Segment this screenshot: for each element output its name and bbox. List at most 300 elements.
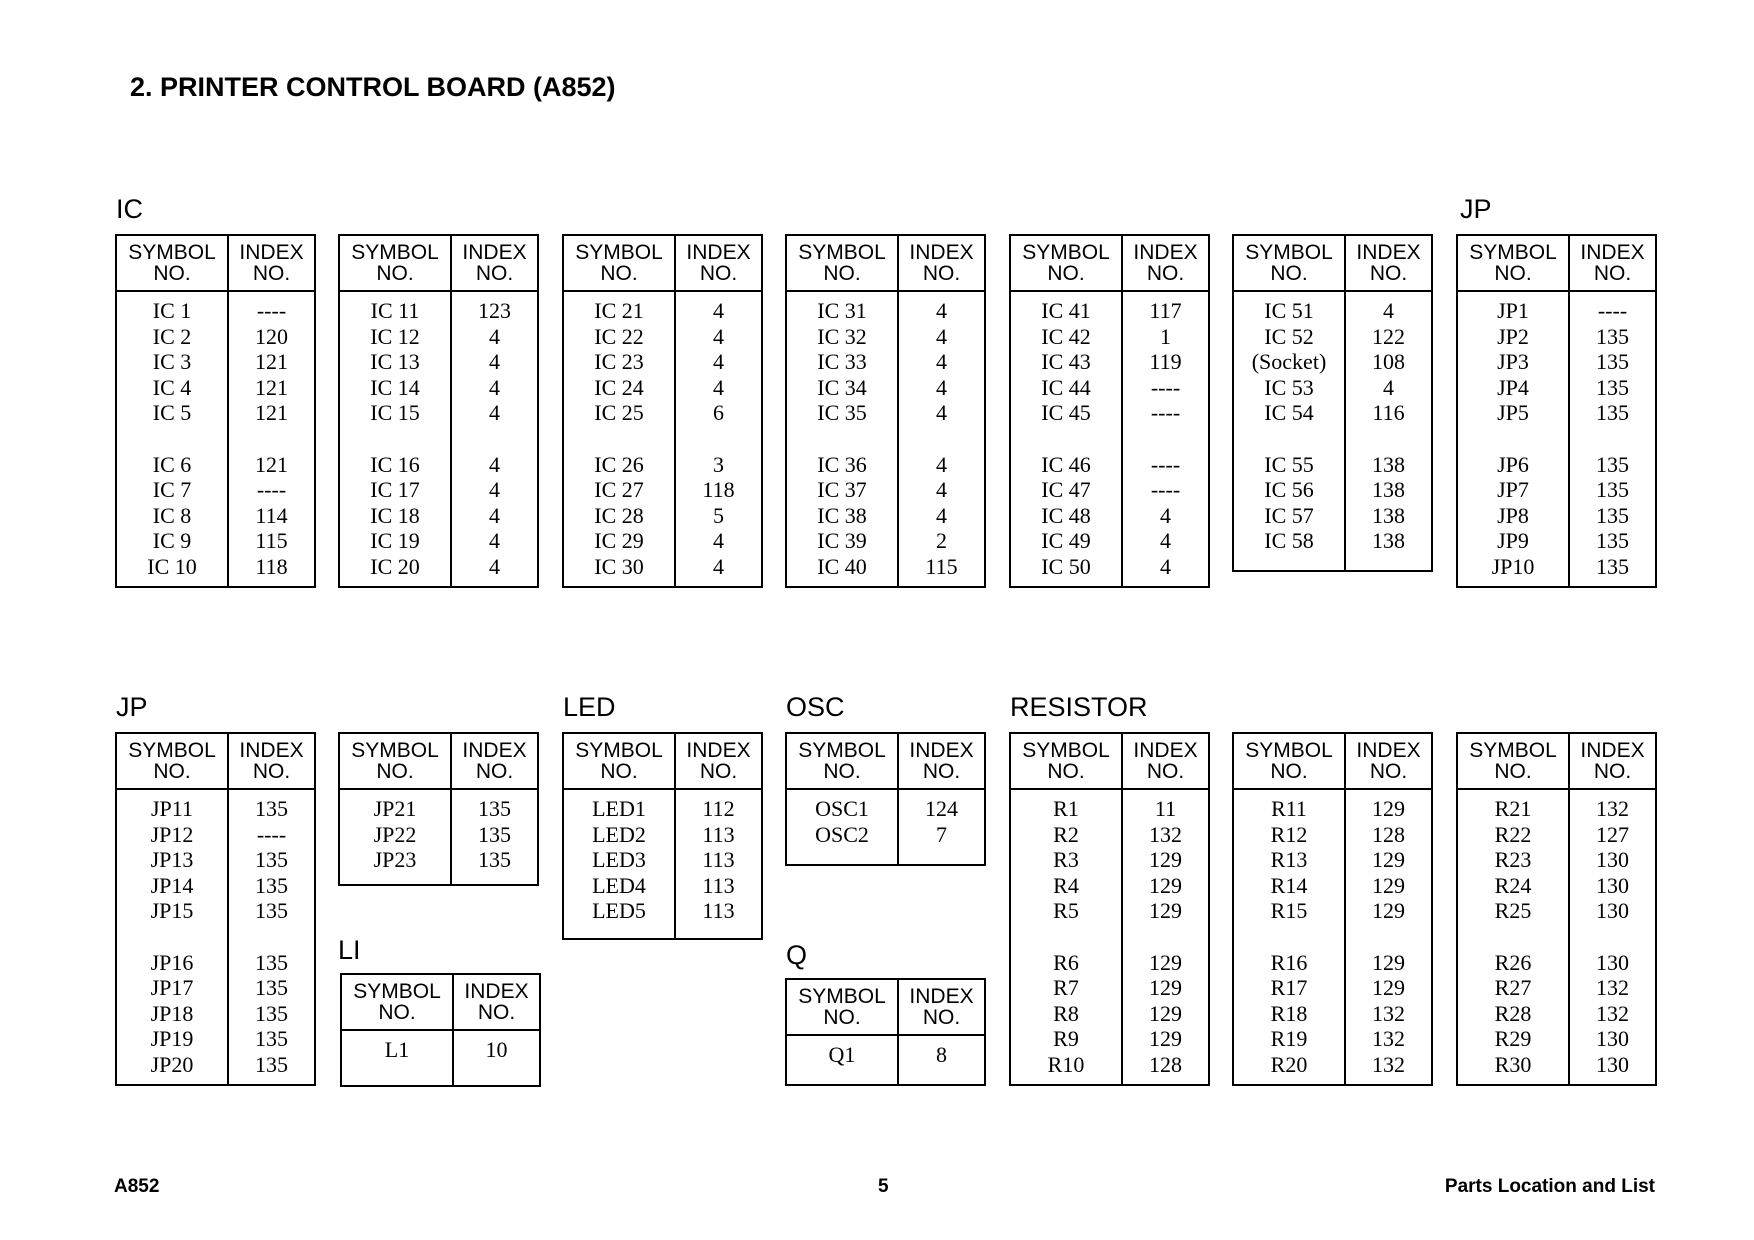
index-header-line: NO. [252, 760, 291, 783]
symbol-cell: OSC2 [815, 821, 869, 847]
index-header-line: INDEX [909, 985, 974, 1008]
index-header-line: INDEX [239, 739, 304, 762]
symbol-cell: IC 53 [1264, 374, 1314, 400]
index-cell: 3 [713, 451, 724, 477]
symbol-cell: IC 56 [1264, 477, 1314, 503]
symbol-header-line: NO. [376, 760, 414, 783]
symbol-cell: R6 [1053, 949, 1079, 975]
index-cell: 116 [1372, 400, 1405, 426]
index-header-line: NO. [1369, 262, 1408, 285]
index-cell: 4 [713, 298, 724, 323]
symbol-header-line: NO. [1494, 760, 1532, 783]
symbol-cell: IC 2 [152, 323, 192, 349]
table-header [340, 734, 537, 790]
index-no-header [899, 734, 984, 788]
index-cell: 122 [1372, 323, 1405, 349]
parts-table-jp-21-23 [338, 732, 539, 886]
index-cell: 130 [1596, 898, 1629, 924]
symbol-cell: R26 [1494, 949, 1532, 975]
symbol-header-line: NO. [823, 262, 861, 285]
index-cell: 4 [1160, 553, 1171, 579]
symbol-column [564, 292, 676, 586]
index-column [676, 292, 761, 592]
parts-table-ic-11-20 [338, 234, 539, 588]
symbol-cell: R30 [1494, 1051, 1532, 1077]
symbol-cell: IC 30 [594, 553, 644, 579]
index-cell: 118 [702, 477, 735, 503]
index-cell: 130 [1596, 949, 1629, 975]
symbol-cell: R24 [1494, 872, 1532, 898]
index-cell: 4 [1383, 374, 1394, 400]
index-header-line: INDEX [686, 739, 751, 762]
index-cell: 4 [1160, 502, 1171, 528]
symbol-header-line: SYMBOL [1022, 739, 1110, 762]
symbol-cell: IC 7 [152, 477, 192, 503]
symbol-cell: R8 [1053, 1000, 1079, 1026]
symbol-cell: IC 19 [370, 528, 420, 554]
symbol-cell: LED1 [592, 796, 646, 821]
symbol-column [1458, 790, 1570, 1084]
index-cell: ---- [1150, 451, 1181, 477]
index-header-line: NO. [922, 760, 961, 783]
table-header [117, 236, 314, 292]
index-header-line: INDEX [1356, 739, 1421, 762]
parts-table-ic-21-30 [562, 234, 763, 588]
index-cell: 4 [489, 528, 500, 554]
index-cell: 112 [702, 796, 735, 821]
symbol-column [787, 1036, 899, 1084]
symbol-header-line: SYMBOL [575, 739, 663, 762]
symbol-cell: IC 12 [370, 323, 420, 349]
table-header [1011, 734, 1208, 790]
symbol-cell: R27 [1494, 975, 1532, 1001]
symbol-cell: IC 20 [370, 553, 420, 579]
index-cell: 127 [1596, 821, 1629, 847]
symbol-cell: R11 [1271, 796, 1307, 821]
symbol-cell: IC 16 [370, 451, 420, 477]
table-header [1234, 236, 1431, 292]
index-cell: 132 [1596, 1000, 1629, 1026]
footer-section-title: Parts Location and List [1444, 1176, 1655, 1197]
symbol-cell: JP19 [150, 1026, 194, 1052]
section-label-jp-top: JP [1460, 194, 1492, 224]
symbol-cell: IC 50 [1041, 553, 1091, 579]
index-cell: 132 [1372, 1051, 1405, 1077]
symbol-cell: R14 [1270, 872, 1308, 898]
index-cell: 5 [713, 502, 724, 528]
index-cell: ---- [1150, 374, 1181, 400]
index-cell: 129 [1149, 949, 1182, 975]
table-header [564, 734, 761, 790]
symbol-header-line: SYMBOL [1022, 241, 1110, 264]
index-cell: 129 [1372, 847, 1405, 873]
index-cell: 4 [936, 451, 947, 477]
index-cell: 135 [1596, 400, 1629, 426]
index-header-line: NO. [1146, 262, 1185, 285]
index-cell: 128 [1149, 1051, 1182, 1077]
symbol-no-header [1234, 734, 1346, 788]
symbol-cell: IC 51 [1264, 298, 1314, 323]
index-header-line: INDEX [462, 739, 527, 762]
index-cell: 4 [713, 553, 724, 579]
symbol-cell: R10 [1047, 1051, 1085, 1077]
index-cell: 113 [702, 872, 735, 898]
symbol-cell: JP22 [373, 821, 417, 847]
index-header-line: INDEX [464, 980, 529, 1003]
index-cell: 132 [1596, 796, 1629, 821]
index-cell: 130 [1596, 1051, 1629, 1077]
index-cell: 108 [1372, 349, 1405, 375]
symbol-column [787, 292, 899, 586]
index-cell: 135 [1596, 553, 1629, 579]
symbol-column [340, 292, 452, 586]
index-cell: 4 [489, 374, 500, 400]
symbol-no-header [1458, 236, 1570, 290]
section-label-li: LI [338, 935, 361, 965]
symbol-column [340, 790, 452, 884]
symbol-no-header [117, 236, 229, 290]
parts-table-resistor-1-10 [1009, 732, 1210, 1086]
index-cell: 135 [1596, 374, 1629, 400]
symbol-cell: IC 3 [152, 349, 192, 375]
symbol-cell: JP20 [150, 1051, 194, 1077]
symbol-cell: JP13 [150, 847, 194, 873]
index-cell: ---- [1150, 400, 1181, 426]
symbol-column [117, 790, 229, 1084]
section-label-osc: OSC [786, 692, 845, 722]
symbol-cell: JP16 [150, 949, 194, 975]
symbol-cell: R18 [1270, 1000, 1308, 1026]
footer-page-number: 5 [878, 1176, 889, 1197]
index-cell: 135 [1596, 349, 1629, 375]
table-header [340, 236, 537, 292]
symbol-cell: IC 34 [817, 374, 867, 400]
symbol-cell: LED4 [592, 872, 646, 898]
symbol-cell: JP8 [1497, 502, 1529, 528]
symbol-cell: IC 8 [152, 502, 192, 528]
index-cell: 132 [1596, 975, 1629, 1001]
index-cell: 132 [1372, 1026, 1405, 1052]
parts-table-led [562, 732, 763, 940]
symbol-header-line: SYMBOL [1469, 241, 1557, 264]
symbol-cell: IC 44 [1041, 374, 1091, 400]
index-cell: 138 [1372, 477, 1405, 503]
symbol-no-header [787, 734, 899, 788]
index-cell: 4 [713, 374, 724, 400]
index-cell: 4 [936, 400, 947, 426]
index-cell: 129 [1372, 949, 1405, 975]
symbol-cell: IC 36 [817, 451, 867, 477]
symbol-cell: JP12 [150, 821, 194, 847]
table-header [1011, 236, 1208, 292]
index-no-header [1346, 734, 1431, 788]
index-no-header [229, 236, 314, 290]
parts-table-resistor-21-30 [1456, 732, 1657, 1086]
index-cell: 4 [489, 477, 500, 503]
index-no-header [1570, 236, 1655, 290]
index-header-line: INDEX [239, 241, 304, 264]
symbol-cell: IC 1 [152, 298, 192, 323]
symbol-cell: IC 5 [152, 400, 192, 426]
symbol-cell: IC 32 [817, 323, 867, 349]
index-cell: 130 [1596, 1026, 1629, 1052]
symbol-header-line: NO. [600, 262, 638, 285]
index-no-header [1570, 734, 1655, 788]
index-cell: 121 [255, 400, 288, 426]
symbol-cell: IC 48 [1041, 502, 1091, 528]
symbol-header-line: NO. [153, 760, 191, 783]
symbol-cell: R13 [1270, 847, 1308, 873]
index-cell: 4 [489, 323, 500, 349]
parts-table-jp-1-10 [1456, 234, 1657, 588]
index-cell: 130 [1596, 872, 1629, 898]
index-cell: 129 [1149, 847, 1182, 873]
parts-table-jp-11-20 [115, 732, 316, 1086]
symbol-cell: IC 35 [817, 400, 867, 426]
index-cell: 138 [1372, 451, 1405, 477]
symbol-cell: IC 33 [817, 349, 867, 375]
symbol-column [1234, 292, 1346, 570]
table-header [564, 236, 761, 292]
symbol-cell: IC 40 [817, 553, 867, 579]
symbol-cell: JP2 [1497, 323, 1529, 349]
index-cell: 128 [1372, 821, 1405, 847]
symbol-cell: JP15 [150, 898, 194, 924]
index-cell: 4 [713, 528, 724, 554]
index-cell: 8 [936, 1042, 947, 1067]
index-cell: 121 [255, 374, 288, 400]
parts-table-q [785, 978, 986, 1086]
symbol-cell: IC 27 [594, 477, 644, 503]
index-cell: 129 [1372, 872, 1405, 898]
symbol-cell: R20 [1270, 1051, 1308, 1077]
index-cell: 121 [255, 349, 288, 375]
index-cell: 135 [478, 796, 511, 821]
index-no-header [676, 236, 761, 290]
index-header-line: INDEX [909, 241, 974, 264]
symbol-column [1234, 790, 1346, 1084]
symbol-cell: IC 28 [594, 502, 644, 528]
index-header-line: NO. [1146, 760, 1185, 783]
index-column [454, 1031, 539, 1091]
symbol-cell: R23 [1494, 847, 1532, 873]
index-cell: ---- [256, 821, 287, 847]
symbol-column [564, 790, 676, 938]
table-header [1458, 734, 1655, 790]
symbol-cell: R2 [1053, 821, 1079, 847]
symbol-cell: IC 57 [1264, 502, 1314, 528]
index-cell: 135 [255, 796, 288, 821]
symbol-cell: IC 41 [1041, 298, 1091, 323]
symbol-header-line: NO. [1047, 760, 1085, 783]
index-cell: 129 [1372, 796, 1405, 821]
symbol-header-line: NO. [1270, 262, 1308, 285]
index-cell: 121 [255, 451, 288, 477]
index-cell: 4 [936, 298, 947, 323]
symbol-cell: IC 18 [370, 502, 420, 528]
symbol-cell: IC 22 [594, 323, 644, 349]
index-cell: 129 [1372, 975, 1405, 1001]
symbol-header-line: NO. [600, 760, 638, 783]
symbol-cell: IC 52 [1264, 323, 1314, 349]
section-label-q: Q [786, 940, 808, 970]
index-no-header [676, 734, 761, 788]
index-header-line: INDEX [686, 241, 751, 264]
symbol-column [342, 1031, 454, 1085]
index-header-line: INDEX [1133, 739, 1198, 762]
index-cell: 135 [255, 847, 288, 873]
section-label-led: LED [563, 692, 616, 722]
index-cell: 129 [1149, 872, 1182, 898]
symbol-cell: IC 29 [594, 528, 644, 554]
index-cell: 119 [1149, 349, 1182, 375]
index-cell: 4 [936, 477, 947, 503]
symbol-cell: IC 11 [370, 298, 420, 323]
index-cell: ---- [256, 298, 287, 323]
index-header-line: NO. [1593, 760, 1632, 783]
index-cell: 135 [255, 949, 288, 975]
index-header-line: NO. [475, 760, 514, 783]
index-cell: 4 [489, 400, 500, 426]
symbol-cell: IC 39 [817, 528, 867, 554]
symbol-header-line: NO. [1494, 262, 1532, 285]
index-column [899, 292, 984, 592]
index-header-line: NO. [475, 262, 514, 285]
index-no-header [1123, 236, 1208, 290]
index-cell: 4 [489, 502, 500, 528]
index-cell: 120 [255, 323, 288, 349]
symbol-header-line: SYMBOL [351, 739, 439, 762]
index-cell: 135 [255, 975, 288, 1001]
parts-table-ic-51-58 [1232, 234, 1433, 572]
symbol-cell: R29 [1494, 1026, 1532, 1052]
index-cell: 117 [1149, 298, 1182, 323]
symbol-header-line: SYMBOL [353, 980, 441, 1003]
index-column [1123, 790, 1208, 1090]
index-cell: 135 [478, 821, 511, 847]
symbol-cell: IC 49 [1041, 528, 1091, 554]
symbol-no-header [564, 236, 676, 290]
section-label-resistor: RESISTOR [1010, 692, 1148, 722]
index-cell: 2 [936, 528, 947, 554]
symbol-cell: IC 9 [152, 528, 192, 554]
symbol-no-header [340, 734, 452, 788]
index-cell: 123 [478, 298, 511, 323]
index-header-line: NO. [699, 760, 738, 783]
index-cell: 115 [925, 553, 958, 579]
symbol-cell: IC 45 [1041, 400, 1091, 426]
symbol-no-header [1458, 734, 1570, 788]
parts-table-osc [785, 732, 986, 866]
index-header-line: NO. [1369, 760, 1408, 783]
index-column [1570, 790, 1655, 1090]
symbol-cell: IC 23 [594, 349, 644, 375]
index-header-line: NO. [922, 1006, 961, 1029]
symbol-no-header [1234, 236, 1346, 290]
index-cell: 6 [713, 400, 724, 426]
symbol-cell: (Socket) [1251, 349, 1327, 375]
symbol-cell: IC 31 [817, 298, 867, 323]
index-cell: 4 [713, 323, 724, 349]
symbol-cell: R16 [1270, 949, 1308, 975]
index-cell: 4 [713, 349, 724, 375]
symbol-header-line: SYMBOL [128, 241, 216, 264]
symbol-cell: JP3 [1497, 349, 1529, 375]
parts-table-ic-31-40 [785, 234, 986, 588]
symbol-cell: LED2 [592, 821, 646, 847]
index-no-header [1346, 236, 1431, 290]
index-no-header [452, 236, 537, 290]
symbol-cell: JP9 [1497, 528, 1529, 554]
symbol-cell: JP18 [150, 1000, 194, 1026]
index-cell: 138 [1372, 502, 1405, 528]
symbol-column [117, 292, 229, 586]
symbol-cell: R9 [1053, 1026, 1079, 1052]
symbol-no-header [340, 236, 452, 290]
index-cell: 135 [1596, 502, 1629, 528]
symbol-cell: IC 47 [1041, 477, 1091, 503]
index-cell: ---- [1597, 298, 1628, 323]
symbol-cell: JP14 [150, 872, 194, 898]
index-header-line: NO. [922, 262, 961, 285]
symbol-cell: IC 15 [370, 400, 420, 426]
symbol-header-line: NO. [376, 262, 414, 285]
table-header [1458, 236, 1655, 292]
symbol-cell: IC 38 [817, 502, 867, 528]
symbol-no-header [564, 734, 676, 788]
index-cell: 135 [478, 847, 511, 873]
symbol-column [1458, 292, 1570, 586]
symbol-header-line: SYMBOL [128, 739, 216, 762]
section-label-ic: IC [116, 194, 143, 224]
index-cell: 114 [255, 502, 288, 528]
table-header [1234, 734, 1431, 790]
index-cell: 11 [1154, 796, 1177, 821]
index-header-line: NO. [477, 1001, 516, 1024]
index-cell: 138 [1372, 528, 1405, 554]
symbol-cell: JP10 [1491, 553, 1535, 579]
symbol-cell: R21 [1494, 796, 1532, 821]
symbol-header-line: NO. [823, 760, 861, 783]
symbol-header-line: SYMBOL [798, 739, 886, 762]
symbol-cell: JP11 [151, 796, 193, 821]
symbol-no-header [1011, 236, 1123, 290]
index-cell: 113 [702, 847, 735, 873]
index-cell: 1 [1160, 323, 1171, 349]
index-column [229, 292, 314, 592]
index-column [1123, 292, 1208, 592]
table-header [342, 975, 539, 1031]
symbol-header-line: NO. [153, 262, 191, 285]
symbol-cell: LED5 [592, 898, 646, 924]
symbol-cell: IC 13 [370, 349, 420, 375]
symbol-cell: IC 46 [1041, 451, 1091, 477]
symbol-no-header [342, 975, 454, 1029]
index-cell: 4 [489, 349, 500, 375]
index-cell: 4 [489, 451, 500, 477]
symbol-cell: IC 54 [1264, 400, 1314, 426]
index-cell: 135 [255, 1051, 288, 1077]
symbol-cell: IC 42 [1041, 323, 1091, 349]
parts-table-ic-41-50 [1009, 234, 1210, 588]
symbol-header-line: SYMBOL [1469, 739, 1557, 762]
symbol-cell: IC 25 [594, 400, 644, 426]
index-header-line: INDEX [1133, 241, 1198, 264]
symbol-cell: JP7 [1497, 477, 1529, 503]
section-label-jp-bottom: JP [116, 692, 148, 722]
index-cell: 129 [1149, 1026, 1182, 1052]
symbol-no-header [787, 236, 899, 290]
